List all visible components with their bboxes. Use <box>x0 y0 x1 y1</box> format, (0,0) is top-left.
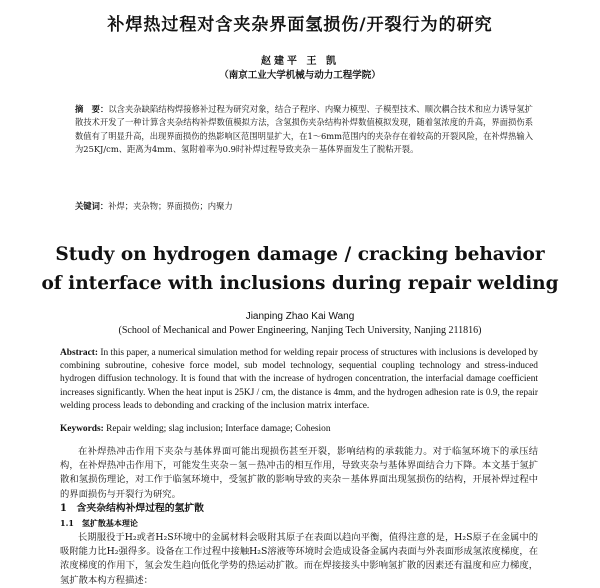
introduction-paragraph: 在补焊热冲击作用下夹杂与基体界面可能出现损伤甚至开裂，影响结构的承载能力。对于临氢环境下的承压结构，在补焊热冲击作用下，可能发生夹杂－氢－热冲击的相互作用，导致夹杂与基体界面结合力下降。本文基于氢扩散和氢损伤理论，对工作于临氢环境中，受氢扩散的影响导致的夹杂－基体界面出现氢损伤的结构，开展补焊过程中的界面损伤与开裂行为研究。 <box>60 446 538 500</box>
section-1-1-body: 长期服役于H₂或者H₂S环境中的金属材料会吸附其原子在表面以趋向平衡，值得注意的是，H₂S原子在金属中的吸附能力比H₂强得多。设备在工作过程中接触H₂S溶液等环境时会造成设备金属内表面与外表面形成氢浓度梯度，在浓度梯度的作用下，氢会发生趋向低化学势的热运动扩散。而在焊接接头中影响氢扩散的因素还有温度和应力梯度，氢扩散本构方程描述： <box>60 532 538 586</box>
chinese-title: 补焊热过程对含夹杂界面氢损伤/开裂行为的研究 <box>107 15 493 35</box>
english-authors: Jianping Zhao Kai Wang <box>245 311 355 322</box>
english-keywords <box>60 423 538 435</box>
english-keywords-text: Repair welding; slag inclusion; Interface damage; Cohesion <box>103 424 331 434</box>
english-abstract <box>60 347 538 413</box>
english-title <box>0 240 600 298</box>
english-abstract-text: In this paper, a numerical simulation method for welding repair process of structures with inclusions is developed by combining subroutine, cohesive force model, sub model technology, sequential coupling technology and stress-induced hydrogen diffusion technology. It is found that with the increase of hydrogen concentration, the interfacial damage coefficient increases significantly. When the heat input is 25KJ / cm, the distance is 4mm, and the hydrogen adhesion rate is 0.9, the repair welding process leads to debonding and cracking of the inclusion matrix interface. <box>60 348 538 411</box>
section-1-1-heading: 1.1 氢扩散基本理论 <box>60 518 138 528</box>
chinese-abstract-text: 以含夹杂缺陷结构焊接修补过程为研究对象，结合子程序、内聚力模型、子模型技术、顺次耦合技术和应力诱导氢扩散技术开发了一种计算含夹杂结构补焊数值模拟方法，含氢损伤夹杂结构补焊数值模拟发现，随着氢浓度的升高，界面损伤系数值有了明显升高，出现界面损伤的热影响区范围明显扩大，在1～6mm范围内的夹杂存在着较高的开裂风险，在补焊热输入为25KJ/cm、距离为4mm、氢附着率为0.9时补焊过程导致夹杂－基体界面发生了脱粘开裂。 <box>75 104 533 155</box>
chinese-keywords-label: 关键词： <box>75 201 109 211</box>
chinese-keywords <box>75 200 533 212</box>
chinese-authors: 赵建平 王 凯 <box>261 56 339 67</box>
chinese-abstract <box>75 103 533 157</box>
english-abstract-label: Abstract: <box>60 348 99 358</box>
english-title-line-2: of interface with inclusions during repair welding <box>41 273 559 294</box>
chinese-affiliation: （南京工业大学机械与动力工程学院） <box>219 70 381 81</box>
english-affiliation: (School of Mechanical and Power Engineering, Nanjing Tech University, Nanjing 211816) <box>118 325 482 336</box>
chinese-abstract-label: 摘 要： <box>75 104 109 114</box>
section-1-heading: 1 含夹杂结构补焊过程的氢扩散 <box>60 503 204 514</box>
english-keywords-label: Keywords: <box>60 424 104 434</box>
chinese-keywords-text: 补焊；夹杂物；界面损伤；内聚力 <box>108 201 233 211</box>
english-title-line-1: Study on hydrogen damage / cracking behavior <box>55 244 545 265</box>
